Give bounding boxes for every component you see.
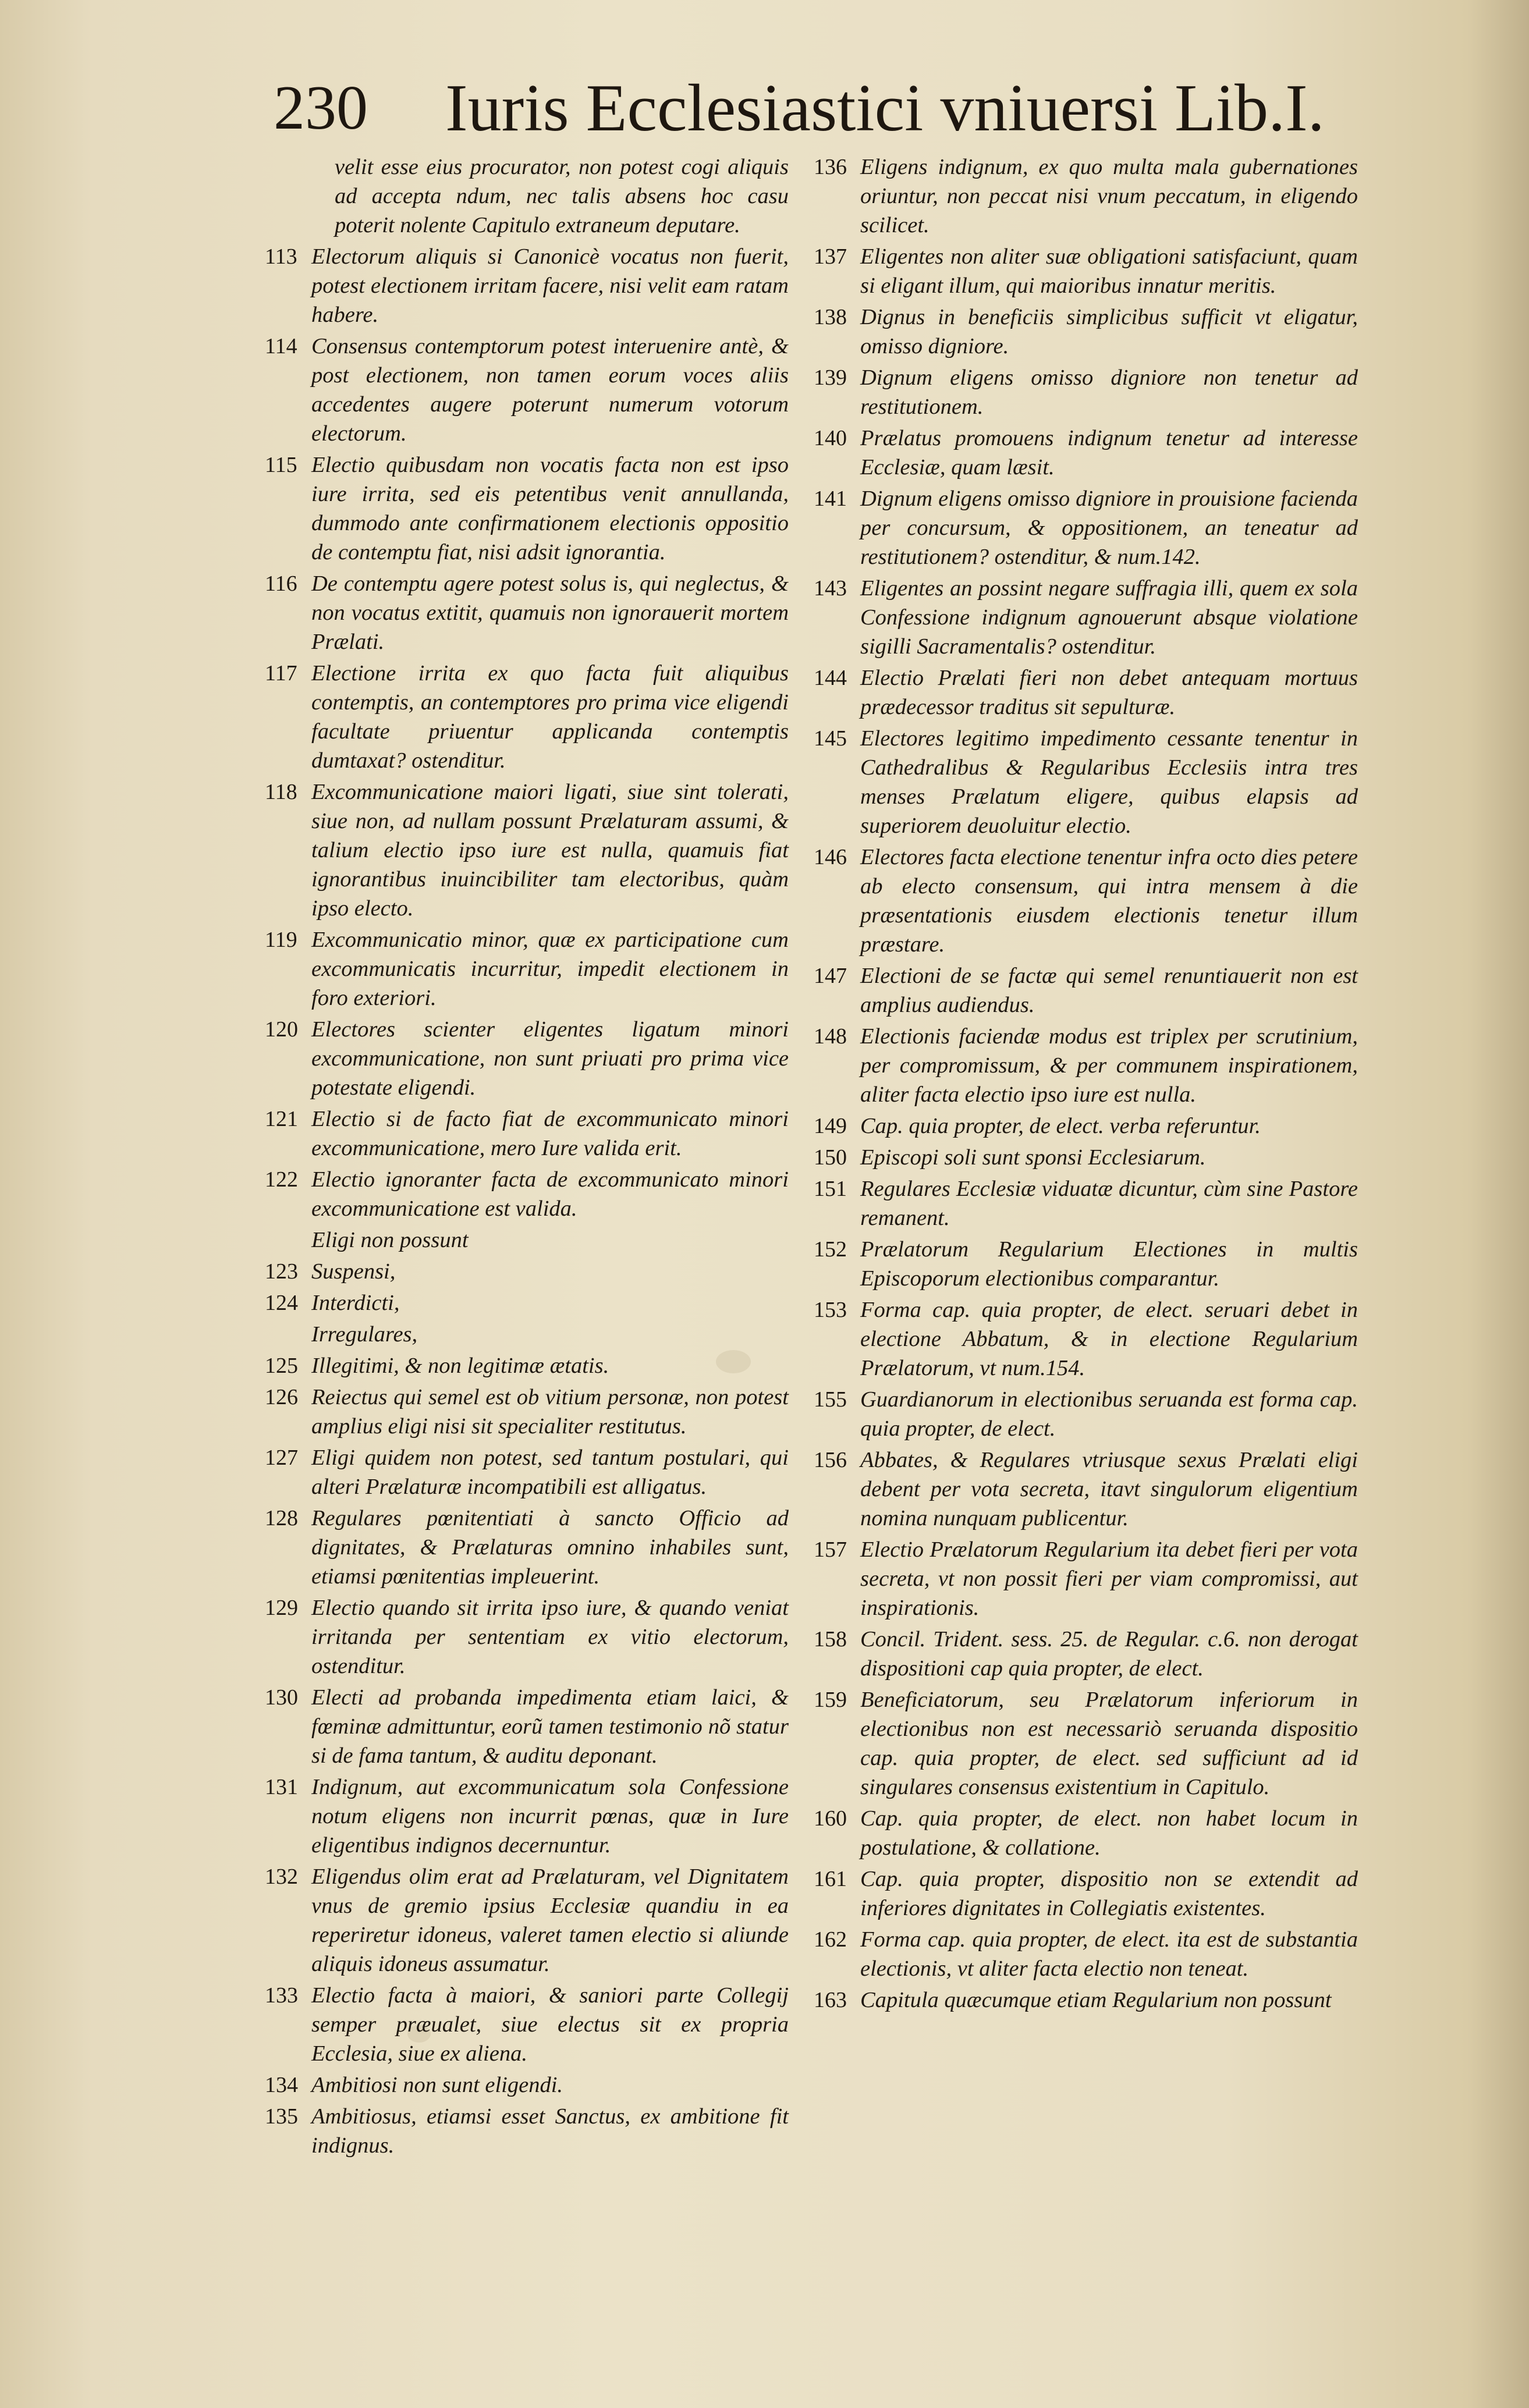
entry-number: 160 (814, 1806, 847, 1831)
entry-text: Electio Prælatorum Regularium ita debet fieri per vota secreta, vt non possit fieri per viam compromissi, aut inspirationis. (860, 1537, 1358, 1620)
entry-text: Suspensi, (311, 1259, 396, 1284)
entry-number: 147 (814, 964, 847, 988)
index-entry (265, 1165, 789, 1223)
entry-number: 130 (265, 1685, 298, 1710)
entry-text: Consensus contemptorum potest interuenire antè, & post electionem, non tamen eorum voces aliis accedentes augere poterunt numerum votorum electorum. (311, 334, 789, 446)
index-entry (265, 777, 789, 923)
entry-text: Regulares Ecclesiæ viduatæ dicuntur, cùm sine Pastore remanent. (860, 1177, 1358, 1230)
entry-text: Regulares pœnitentiati à sancto Officio ad dignitates, & Prælaturas omnino inhabiles sunt, etiamsi pœnitentias impleuerint. (311, 1506, 789, 1589)
entry-text: Illegitimi, & non legitimæ ætatis. (311, 1354, 609, 1378)
index-entry (814, 1385, 1358, 1443)
index-entry (814, 363, 1358, 421)
entry-number: 152 (814, 1237, 847, 1262)
index-entry (265, 1104, 789, 1163)
entry-number: 125 (265, 1354, 298, 1378)
entry-number: 159 (814, 1688, 847, 1712)
index-entry (814, 1295, 1358, 1383)
entry-text: Eligendus olim erat ad Prælaturam, vel Dignitatem vnus de gremio ipsius Ecclesiæ quandiu in ea reperiretur idoneus, valeret tamen electio si aliunde aliquis idoneus assumatur. (311, 1864, 789, 1976)
entry-text: Concil. Trident. sess. 25. de Regular. c.6. non derogat dispositioni cap quia propter, de elect. (860, 1627, 1358, 1681)
entry-text: Forma cap. quia propter, de elect. seruari debet in electione Abbatum, & in electione Regularium Prælatorum, vt num.154. (860, 1298, 1358, 1380)
index-entry (265, 1257, 789, 1286)
entry-text: Electores legitimo impedimento cessante tenentur in Cathedralibus & Regularibus Ecclesiis intra tres menses Prælatum eligere, quibus elapsis ad superiorem deuoluitur electio. (860, 726, 1358, 838)
index-entry (265, 1683, 789, 1770)
index-entry (265, 450, 789, 567)
page-number: 230 (274, 73, 368, 143)
entry-text: Dignus in beneficiis simplicibus sufficit vt eligatur, omisso digniore. (860, 305, 1358, 358)
entry-number: 161 (814, 1867, 847, 1891)
entry-number: 131 (265, 1775, 298, 1799)
running-title: Iuris Ecclesiastici vniuersi Lib.I. (445, 71, 1325, 145)
index-entry (814, 303, 1358, 361)
index-entry (265, 332, 789, 448)
entry-text: Eligi non possunt (311, 1228, 469, 1252)
entry-text: Electio si de facto fiat de excommunicato minori excommunicatione, mero Iure valida erit. (311, 1107, 789, 1160)
index-entry (265, 1593, 789, 1681)
index-entry (814, 961, 1358, 1020)
entry-number: 133 (265, 1983, 298, 2008)
entry-number: 137 (814, 244, 847, 269)
index-entry (814, 1235, 1358, 1293)
entry-text: Electio ignoranter facta de excommunicato minori excommunicatione est valida. (311, 1167, 789, 1221)
entry-text: Electores scienter eligentes ligatum minori excommunicatione, non sunt priuati pro prima vice potestate eligendi. (311, 1017, 789, 1100)
index-entry (265, 1981, 789, 2068)
index-entry (814, 484, 1358, 571)
entry-number: 120 (265, 1017, 298, 1042)
entry-number: 114 (265, 334, 297, 358)
entry-number: 128 (265, 1506, 298, 1530)
entry-number: 144 (814, 666, 847, 690)
entry-number: 129 (265, 1596, 298, 1620)
index-entry (265, 1443, 789, 1501)
entry-number: 156 (814, 1448, 847, 1472)
entry-text: Guardianorum in electionibus seruanda est forma cap. quia propter, de elect. (860, 1387, 1358, 1441)
entry-text: Electionis faciendæ modus est triplex per scrutinium, per compromissum, & per communem inspirationem, aliter facta electio ipso iure est nulla. (860, 1024, 1358, 1107)
entry-number: 116 (265, 571, 297, 596)
entry-text: Excommunicatione maiori ligati, siue sint tolerati, siue non, ad nullam possunt Prælaturam assumi, & talium electio ipso iure est nulla, quamuis fiat ignorantibus inuincibiliter tam electoribus, quàm ipso electo. (311, 780, 789, 921)
entry-number: 146 (814, 845, 847, 869)
entry-number: 148 (814, 1024, 847, 1049)
index-entry (814, 1685, 1358, 1802)
entry-number: 115 (265, 453, 297, 477)
entry-number: 118 (265, 780, 297, 804)
index-entry (814, 663, 1358, 722)
entry-number: 124 (265, 1291, 298, 1315)
index-entry (265, 1288, 789, 1317)
entry-text: Interdicti, (311, 1291, 400, 1315)
entry-text: Eligi quidem non potest, sed tantum postulari, qui alteri Prælaturæ incompatibili est alligatus. (311, 1445, 789, 1499)
entry-text: Electio Prælati fieri non debet antequam mortuus prædecessor traditus sit sepulturæ. (860, 666, 1358, 719)
entry-text: Cap. quia propter, de elect. non habet locum in postulatione, & collatione. (860, 1806, 1358, 1860)
entry-text: Eligentes an possint negare suffragia illi, quem ex sola Confessione indignum agnouerunt absque violatione sigilli Sacramentalis? ostenditur. (860, 576, 1358, 659)
entry-text: Cap. quia propter, de elect. verba referuntur. (860, 1114, 1261, 1138)
index-entry (814, 1022, 1358, 1109)
index-entry (265, 2070, 789, 2100)
entry-number: 141 (814, 486, 847, 511)
entry-text: Excommunicatio minor, quæ ex participatione cum excommunicatis incurritur, impedit electionem in foro exteriori. (311, 928, 789, 1010)
entry-text: Ambitiosi non sunt eligendi. (311, 2073, 563, 2097)
entry-number: 134 (265, 2073, 298, 2097)
entry-number: 113 (265, 244, 297, 269)
running-header (274, 69, 1379, 156)
index-entry (814, 574, 1358, 661)
entry-text: Eligens indignum, ex quo multa mala gubernationes oriuntur, non peccat nisi vnum peccatum, in eligendo scilicet. (860, 155, 1358, 237)
index-entry (814, 242, 1358, 300)
entry-text: Prælatorum Regularium Electiones in multis Episcoporum electionibus comparantur. (860, 1237, 1358, 1291)
index-entry (265, 1383, 789, 1441)
index-entry (814, 1986, 1358, 2015)
index-entry (265, 925, 789, 1013)
entry-number: 151 (814, 1177, 847, 1201)
index-entry (265, 1504, 789, 1591)
entry-number: 122 (265, 1167, 298, 1192)
entry-number: 145 (814, 726, 847, 751)
index-entry (265, 1015, 789, 1102)
entry-text: Irregulares, (311, 1322, 418, 1347)
entry-text: Electione irrita ex quo facta fuit aliquibus contemptis, an contemptores pro prima vice eligendi facultate priuentur applicanda contemptis dumtaxat? ostenditur. (311, 661, 789, 773)
entry-text: Prælatus promouens indignum tenetur ad interesse Ecclesiæ, quam læsit. (860, 426, 1358, 480)
index-entry (814, 424, 1358, 482)
entry-number: 163 (814, 1988, 847, 2012)
entry-number: 117 (265, 661, 297, 686)
entry-text: Electio quibusdam non vocatis facta non est ipso iure irrita, sed eis petentibus venit annullanda, dummodo ante confirmationem electionis oppositio de contemptu fiat, nisi adsit ignorantia. (311, 453, 789, 564)
index-entry (814, 843, 1358, 959)
entry-number: 149 (814, 1114, 847, 1138)
index-entry (265, 1351, 789, 1380)
entry-number: 162 (814, 1927, 847, 1952)
index-column-left (265, 152, 789, 2162)
index-entry (265, 152, 789, 240)
entry-number: 136 (814, 155, 847, 179)
index-entry (265, 242, 789, 329)
index-entry (814, 1445, 1358, 1533)
entry-text: Cap. quia propter, dispositio non se extendit ad inferiores dignitates in Collegiatis existentes. (860, 1867, 1358, 1920)
entry-text: Abbates, & Regulares vtriusque sexus Prælati eligi debent per vota secreta, itavt singulorum eligentium nomina nunquam publicentur. (860, 1448, 1358, 1530)
index-entry (265, 2102, 789, 2160)
entry-text: Electi ad probanda impedimenta etiam laici, & fœminæ admittuntur, eorũ tamen testimonio nõ statur si de fama tantum, & auditu deponant. (311, 1685, 789, 1768)
entry-text: Dignum eligens omisso digniore non tenetur ad restitutionem. (860, 365, 1358, 419)
index-entry (814, 1143, 1358, 1172)
index-entry (814, 1804, 1358, 1862)
entry-text: Ambitiosus, etiamsi esset Sanctus, ex ambitione fit indignus. (311, 2104, 789, 2158)
entry-text: Electores facta electione tenentur infra octo dies petere ab electo consensum, qui intra mensem à die præsentationis eiusdem electionis tenetur illum præstare. (860, 845, 1358, 957)
entry-number: 123 (265, 1259, 298, 1284)
entry-number: 140 (814, 426, 847, 450)
entry-text: De contemptu agere potest solus is, qui neglectus, & non vocatus extitit, quamuis non ignorauerit mortem Prælati. (311, 571, 789, 654)
entry-number: 153 (814, 1298, 847, 1322)
entry-text: Beneficiatorum, seu Prælatorum inferiorum in electionibus non est necessariò seruanda dispositio cap. quia propter, de elect. sed sufficiunt ad id singulares consensus existentium in Capitulo. (860, 1688, 1358, 1799)
entry-text: Capitula quæcumque etiam Regularium non possunt (860, 1988, 1332, 2012)
entry-number: 121 (265, 1107, 298, 1131)
entry-text: Electioni de se factæ qui semel renuntiauerit non est amplius audiendus. (860, 964, 1358, 1017)
entry-number: 158 (814, 1627, 847, 1651)
index-entry (814, 1864, 1358, 1923)
entry-text: Reiectus qui semel est ob vitium personæ, non potest amplius eligi nisi sit specialiter restitutus. (311, 1385, 789, 1439)
entry-number: 126 (265, 1385, 298, 1409)
entry-text: Episcopi soli sunt sponsi Ecclesiarum. (860, 1145, 1206, 1170)
index-entry (814, 152, 1358, 240)
entry-number: 157 (814, 1537, 847, 1562)
entry-number: 135 (265, 2104, 298, 2129)
entry-text: Eligentes non aliter suæ obligationi satisfaciunt, quam si eligant illum, qui maioribus innatur meritis. (860, 244, 1358, 298)
index-entry (265, 1862, 789, 1979)
entry-number: 150 (814, 1145, 847, 1170)
index-entry (814, 724, 1358, 840)
entry-text: Forma cap. quia propter, de elect. ita est de substantia electionis, vt aliter facta electio non teneat. (860, 1927, 1358, 1981)
entry-number: 139 (814, 365, 847, 390)
index-entry (265, 1320, 789, 1349)
entry-number: 127 (265, 1445, 298, 1470)
entry-number: 119 (265, 928, 297, 952)
entry-number: 143 (814, 576, 847, 601)
entry-number: 155 (814, 1387, 847, 1412)
entry-text: Electio quando sit irrita ipso iure, & quando veniat irritanda per sententiam ex vitio electorum, ostenditur. (311, 1596, 789, 1678)
entry-text: Electorum aliquis si Canonicè vocatus non fuerit, potest electionem irritam facere, nisi velit eam ratam habere. (311, 244, 789, 327)
entry-text: Electio facta à maiori, & saniori parte Collegij semper præualet, siue electus sit ex propria Ecclesia, siue ex aliena. (311, 1983, 789, 2066)
index-entry (814, 1111, 1358, 1141)
index-entry (814, 1535, 1358, 1622)
entry-number: 138 (814, 305, 847, 329)
entry-text: Indignum, aut excommunicatum sola Confessione notum eligens non incurrit pœnas, quæ in Iure eligentibus indignos decernuntur. (311, 1775, 789, 1858)
entry-text: velit esse eius procurator, non potest cogi aliquis ad accepta ndum, nec talis absens hoc casu poterit nolente Capitulo extraneum deputare. (335, 155, 789, 237)
index-entry (814, 1925, 1358, 1983)
index-entry (265, 1226, 789, 1255)
entry-number: 132 (265, 1864, 298, 1889)
index-entry (814, 1174, 1358, 1233)
entry-text: Dignum eligens omisso digniore in prouisione facienda per concursum, & oppositionem, an teneatur ad restitutionem? ostenditur, & num.142. (860, 486, 1358, 569)
index-entry (265, 659, 789, 775)
index-entry (814, 1625, 1358, 1683)
index-entry (265, 1773, 789, 1860)
index-entry (265, 569, 789, 656)
index-column-right (814, 152, 1358, 2017)
